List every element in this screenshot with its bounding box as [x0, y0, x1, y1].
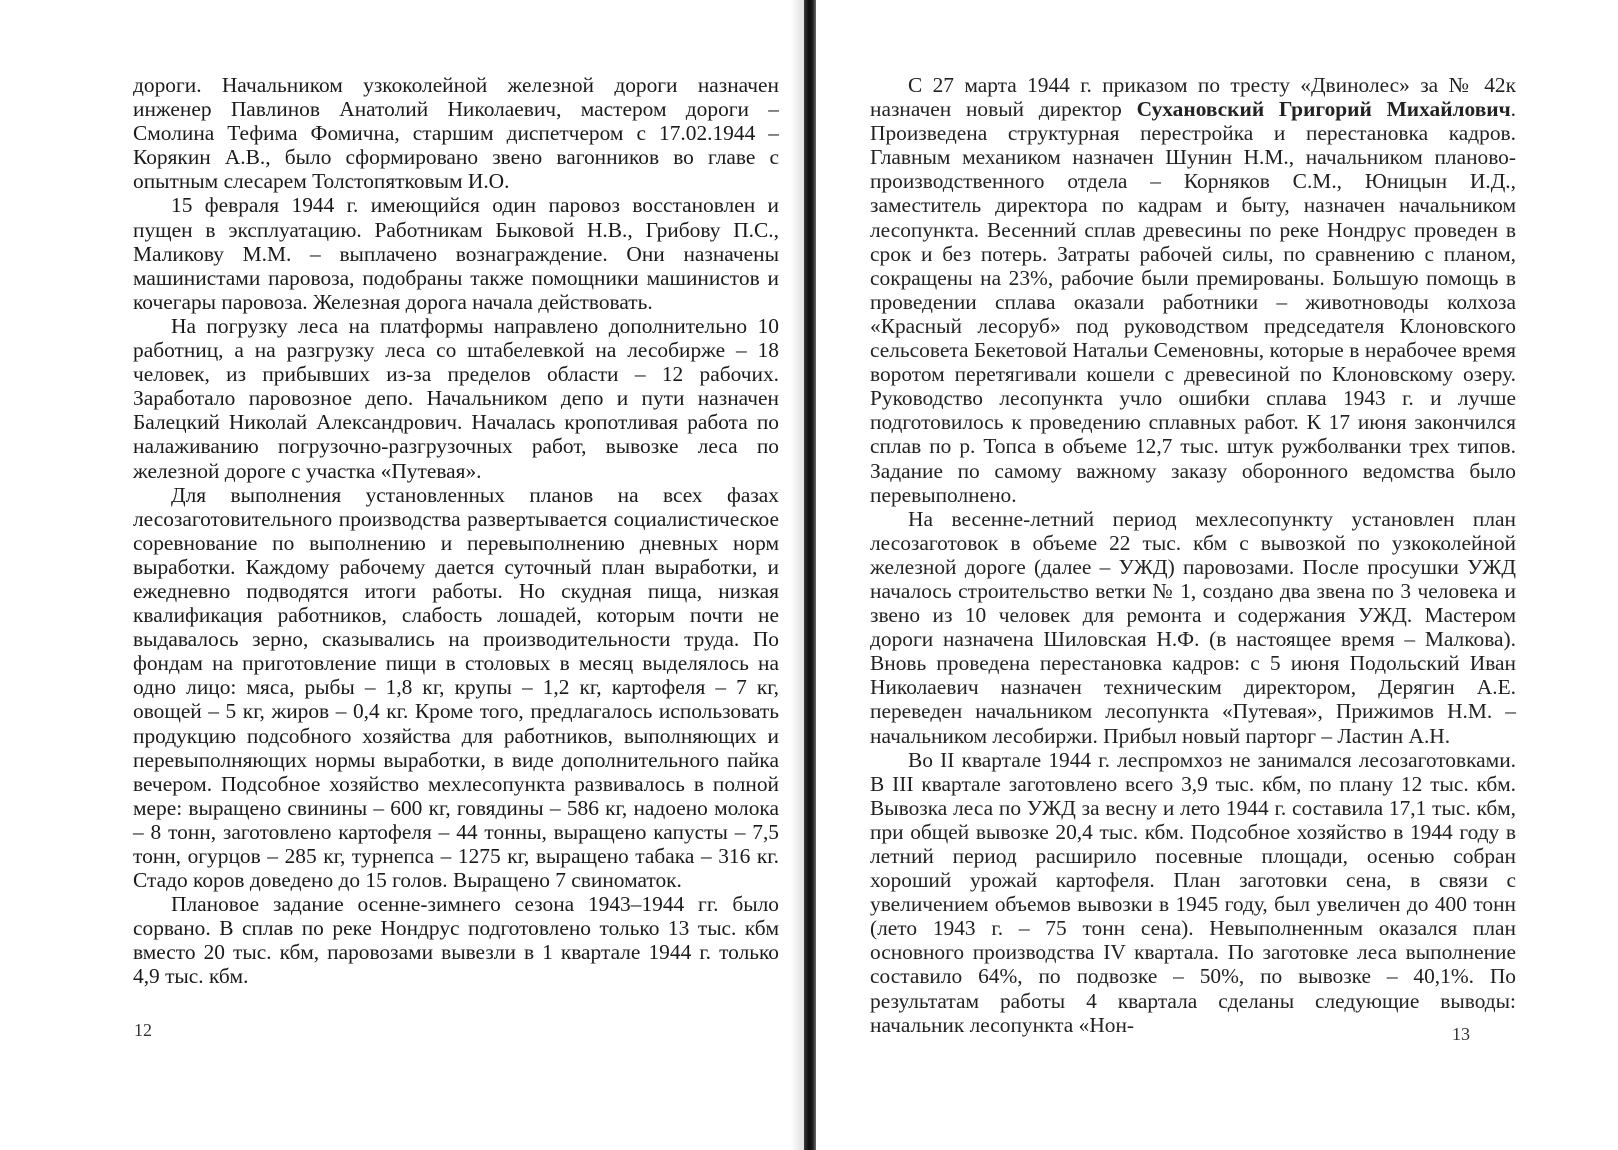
- left-page-text: [133, 73, 779, 989]
- text-run: . Произведена структурная перестройка и перестановка кадров. Главным механиком назначен Шунин Н.М., начальником планово-производственного отдела – Корняков С.М., Юницын И.Д., заместитель директора по кадрам и быту, назначен начальником лесопункта. Весенний сплав древесины по реке Нондрус проведен в срок и без потерь. Затраты рабочей силы, по сравнению с планом, сокращены на 23%, рабочие были премированы. Большую помощь в проведении сплава оказали работники – животноводы колхоза «Красный лесоруб» под руководством председателя Клоновского сельсовета Бекетовой Натальи Семеновны, которые в нерабочее время воротом перетягивали кошели с древесиной по Клоновскому озеру. Руководство лесопункта учло ошибки сплава 1943 г. и лучше подготовилось к проведению сплавных работ. К 17 июня закончился сплав по р. Топса в объеме 12,7 тыс. штук ружболванки трех типов. Задание по самому важному заказу оборонного ведомства было перевыполнено.: [870, 97, 1517, 507]
- paragraph: 15 февраля 1944 г. имеющийся один паровоз восстановлен и пущен в эксплуатацию. Работникам Быковой Н.В., Грибову П.С., Маликову М.М. – выплачено вознаграждение. Они назначены машинистами паровоза, подобраны также помощники машинистов и кочегары паровоза. Железная дорога начала действовать.: [133, 193, 779, 314]
- text-run: С 27 марта 1944 г. приказом по тресту «Двинолес» за № 42к назначен новый директор: [870, 73, 1516, 122]
- gutter-shadow: [790, 0, 804, 1150]
- paragraph: дороги. Начальником узкоколейной железной дороги назначен инженер Павлинов Анатолий Николаевич, мастером дороги – Смолина Тефима Фомична, старшим диспетчером с 17.02.1944 – Корякин А.В., было сформировано звено вагонников во главе с опытным слесарем Толстопятковым И.О.: [133, 73, 779, 194]
- right-page-text: [870, 73, 1516, 1037]
- director-name: Сухановский Григорий Михайлович: [1136, 97, 1511, 122]
- paragraph: Во II квартале 1944 г. леспромхоз не занимался лесозаготовками. В III квартале заготовлено всего 3,9 тыс. кбм, по плану 12 тыс. кбм. Вывозка леса по УЖД за весну и лето 1944 г. составила 17,1 тыс. кбм, при общей вывозке 20,4 тыс. кбм. Подсобное хозяйство в 1944 году в летний период расширило посевные площади, осенью собран хороший урожай картофеля. План заготовки сена, в связи с увеличением объемов вывозки в 1945 году, был увеличен до 400 тонн (лето 1943 г. – 75 тонн сена). Невыполненным оказался план основного производства IV квартала. По заготовке леса выполнение составило 64%, по подвозке – 50%, по вывозке – 40,1%. По результатам работы 4 квартала сделаны следующие выводы: начальник лесопункта «Нон-: [870, 747, 1516, 1037]
- left-page: [0, 0, 800, 1150]
- paragraph: На весенне-летний период мехлесопункту установлен план лесозаготовок в объеме 22 тыс. кбм с вывозкой по узкоколейной железной дороге (далее – УЖД) паровозами. После просушки УЖД началось строительство ветки № 1, создано два звена по 3 человека и звено из 10 человек для ремонта и содержания УЖД. Мастером дороги назначена Шиловская Н.Ф. (в настоящее время – Малкова). Вновь проведена перестановка кадров: с 5 июня Подольский Иван Николаевич назначен техническим директором, Дерягин А.Е. переведен начальником лесопункта «Путевая», Прижимов Н.М. – начальником лесобиржи. Прибыл новый парторг – Ластин А.Н.: [870, 506, 1516, 748]
- paragraph: На погрузку леса на платформы направлено дополнительно 10 работниц, а на разгрузку леса со штабелевкой на лесобирже – 18 человек, из прибывших из-за пределов области – 12 рабочих. Заработало паровозное депо. Начальником депо и пути назначен Балецкий Николай Александрович. Началась кропотливая работа по налаживанию погрузочно-разгрузочных работ, вывозке леса по железной дороге с участка «Путевая».: [133, 313, 779, 483]
- page-number-right: 13: [1452, 1024, 1470, 1044]
- paragraph: [870, 73, 1516, 507]
- right-page: [820, 0, 1618, 1150]
- paragraph: Плановое задание осенне-зимнего сезона 1943–1944 гг. было сорвано. В сплав по реке Нондрус подготовлено только 13 тыс. кбм вместо 20 тыс. кбм, паровозами вывезли в 1 квартале 1944 г. только 4,9 тыс. кбм.: [133, 892, 779, 989]
- paragraph: Для выполнения установленных планов на всех фазах лесозаготовительного производства развертывается социалистическое соревнование по выполнению и перевыполнению дневных норм выработки. Каждому рабочему дается суточный план выработки, и ежедневно подводятся итоги работы. Но скудная пища, низкая квалификация работников, слабость лошадей, которым почти не выдавалось зерно, сказывались на производительности труда. По фондам на приготовление пищи в столовых в месяц выделялось на одно лицо: мяса, рыбы – 1,8 кг, крупы – 1,2 кг, картофеля – 7 кг, овощей – 5 кг, жиров – 0,4 кг. Кроме того, предлагалось использовать продукцию подсобного хозяйства для работников, выполняющих и перевыполняющих нормы выработки, в виде дополнительного пайка вечером. Подсобное хозяйство мехлесопункта развивалось в полной мере: выращено свинины – 600 кг, говядины – 586 кг, надоено молока – 8 тонн, заготовлено картофеля – 44 тонны, выращено капусты – 7,5 тонн, огурцов – 285 кг, турнепса – 1275 кг, выращено табака – 316 кг. Стадо коров доведено до 15 голов. Выращено 7 свиноматок.: [133, 482, 779, 893]
- page-number-left: 12: [134, 1020, 152, 1040]
- book-gutter: [804, 0, 816, 1150]
